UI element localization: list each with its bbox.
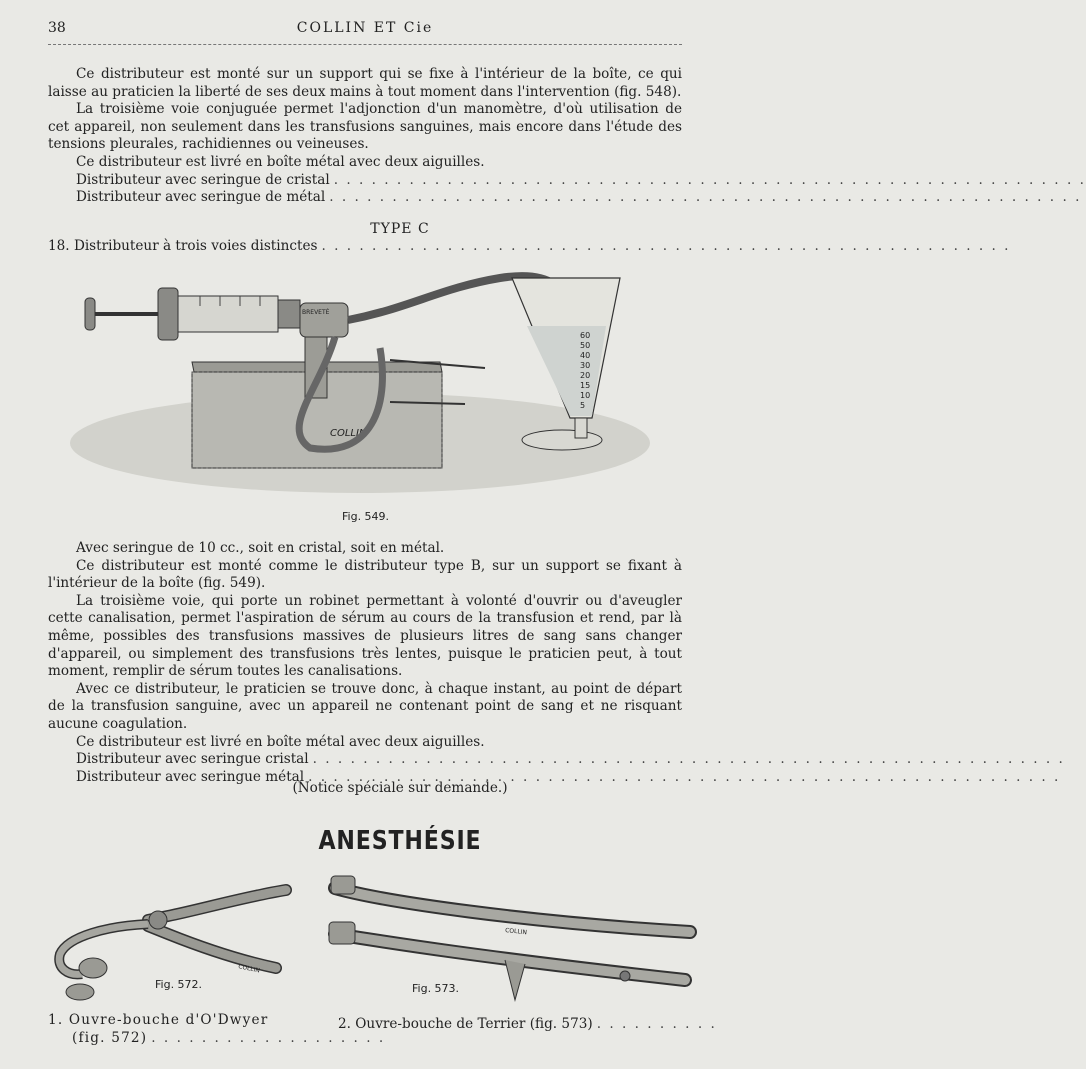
item-ref: (fig. 572) (72, 1029, 148, 1046)
beaker-graduation: 20 (580, 371, 591, 380)
item-terrier (338, 1016, 717, 1034)
price-row (48, 171, 1086, 190)
paragraph: Ce distributeur est monté comme le distributeur type B, sur un support se fixant à l'intérieur de la boîte (fig. 549). (48, 557, 682, 592)
notice-text: (Notice spéciale sur demande.) (292, 780, 508, 796)
figure-549-caption: Fig. 549. (342, 510, 390, 523)
header-rule (48, 44, 682, 45)
beaker-graduation: 50 (580, 341, 591, 350)
figure-573-illustration (325, 872, 700, 1012)
list-line (48, 734, 682, 752)
paragraph: La troisième voie conjuguée permet l'adjonction d'un manomètre, d'où utilisation de cet appareil, non seulement dans les transfusions sanguines, mais encore dans l'étude des tensions pleurales, rachidiennes ou veineuses. (48, 101, 682, 153)
price-list (48, 153, 1086, 207)
price-row (48, 238, 1011, 256)
engraving-label: COLLIN (504, 927, 528, 937)
item-label: Distributeur avec seringue de métal (76, 189, 326, 206)
figure-549-illustration (80, 268, 660, 498)
beaker-graduation: 30 (580, 361, 591, 370)
distributor-description (48, 66, 1086, 207)
type-c-description (48, 540, 1065, 786)
item-label: Ce distributeur est livré en boîte métal avec deux aiguilles. (76, 153, 485, 170)
valve-label: BREVETÉ (302, 309, 330, 316)
beaker-graduation: 60 (580, 331, 591, 340)
section-title: ANESTHÉSIE (318, 826, 482, 856)
price-row (48, 751, 1065, 769)
engraving-label: COLLIN (237, 963, 261, 975)
item-odwyer (48, 1012, 386, 1047)
leader-dots: . . . . . . . . . . . . . . . . . . . . . . . . . . . . . . . . . . . . . . . . . . . . . . . . . . . . . . . . . . . . (333, 171, 1086, 188)
page-number: 38 (48, 20, 66, 36)
price-row (338, 1016, 717, 1034)
beaker-graduation: 10 (580, 391, 591, 400)
page-header (48, 20, 682, 42)
beaker-graduation: 5 (580, 401, 586, 410)
leader-dots: . . . . . . . . . . . . . . . . . . . (151, 1029, 386, 1046)
paragraph: Avec seringue de 10 cc., soit en cristal, soit en métal. (76, 540, 445, 556)
price-row (48, 1029, 386, 1048)
beaker-graduation: 40 (580, 351, 591, 360)
item-label: Distributeur avec seringue de cristal (76, 171, 330, 188)
leader-dots: . . . . . . . . . . (596, 1016, 717, 1032)
paragraph: Ce distributeur est monté sur un support qui se fixe à l'intérieur de la boîte, ce qui laisse au praticien la liberté de ses deux mains à tout moment dans l'intervention (fig. 548). (48, 66, 682, 100)
item-label: Distributeur avec seringue cristal (76, 751, 309, 768)
item-label: 1. Ouvre-bouche d'O'Dwyer (48, 1012, 269, 1028)
leader-dots: . . . . . . . . . . . . . . . . . . . . . . . . . . . . . . . . . . . . . . . . . . . . . . . . . . . . . . . . . . . . (329, 189, 1082, 206)
price-row (48, 189, 1082, 207)
running-title: COLLIN ET Cie (296, 20, 434, 36)
type-c-item (48, 238, 1011, 256)
figure-573-caption: Fig. 573. (412, 982, 460, 995)
leader-dots: . . . . . . . . . . . . . . . . . . . . . . . . . . . . . . . . . . . . . . . . . . . . . . . . . . . . . . . . . . . . (312, 751, 1065, 768)
item-label: Ce distributeur est livré en boîte métal avec deux aiguilles. (76, 733, 485, 750)
syringe-barrel (178, 296, 278, 332)
item-label: 2. Ouvre-bouche de Terrier (fig. 573) (338, 1016, 593, 1032)
item-label: Distributeur avec seringue métal (76, 768, 305, 785)
paragraph: Avec ce distributeur, le praticien se trouve donc, à chaque instant, au point de départ de la transfusion sanguine, avec un appareil ne contenant point de sang et ne risquant aucune coagulation. (48, 680, 682, 732)
list-line (48, 154, 682, 172)
syringe-finger-grip (85, 298, 95, 330)
paragraph: La troisième voie, qui porte un robinet permettant à volonté d'ouvrir ou d'aveugler cette canalisation, permet l'aspiration de sérum au cours de la transfusion et rend, par là même, possibles des transfusions massives de plusieurs litres de sang sans changer d'appareil, ou simplement des transfusions très lentes, puisque le praticien peut, à tout moment, remplir de sérum toutes les canalisations. (48, 592, 682, 680)
leader-dots: . . . . . . . . . . . . . . . . . . . . . . . . . . . . . . . . . . . . . . . . . . . . . . . . . . . . . . . (321, 238, 1011, 254)
leader-dots: . . . . . . . . . . . . . . . . . . . . . . . . . . . . . . . . . . . . . . . . . . . . . . . . . . . . . . . . . . . . (308, 768, 1061, 785)
item-label: 18. Distributeur à trois voies distinctes (48, 238, 318, 254)
type-c-heading: TYPE C (370, 221, 430, 237)
price-list (48, 733, 1065, 787)
box-label: COLLIN (330, 428, 367, 439)
figure-572-caption: Fig. 572. (155, 978, 203, 991)
beaker-graduation: 15 (580, 381, 591, 390)
